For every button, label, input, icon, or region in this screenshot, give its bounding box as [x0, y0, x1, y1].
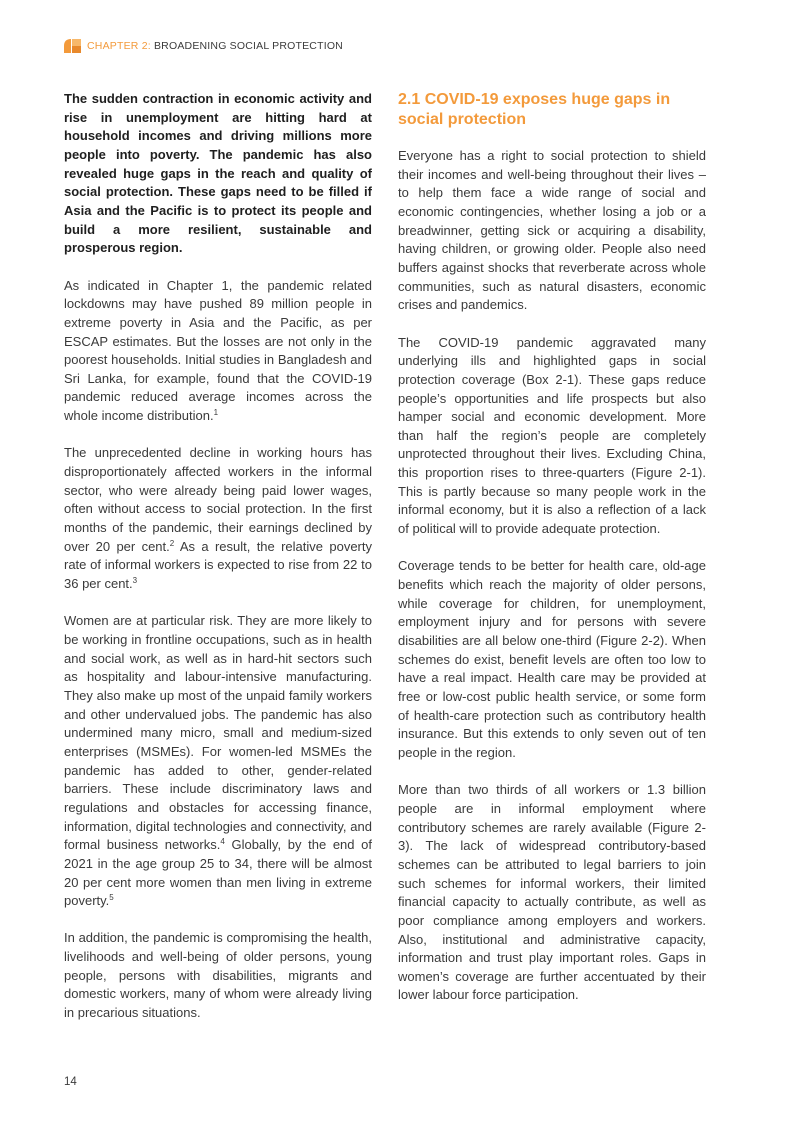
footnote-ref[interactable]: 5 [109, 893, 114, 903]
paragraph-text: As indicated in Chapter 1, the pandemic related lockdowns may have pushed 89 million people in extreme poverty in Asia and the Pacific, as per ESCAP estimates. But the losses are not only in the poorest households. Initial studies in Bangladesh and Sri Lanka, for example, found that the COVID-19 pandemic reduced average incomes across the whole income distribution. [64, 277, 372, 424]
paragraph [64, 612, 372, 911]
page-number: 14 [64, 1076, 77, 1088]
header-chapter: CHAPTER 2: [87, 40, 151, 52]
paragraph-text: Women are at particular risk. They are more likely to be working in frontline occupations, such as in health and social work, as well as in hard-hit sectors such as hospitality and labour-intensive manufacturing. They also make up most of the unpaid family workers and other undervalued jobs. The pandemic has also undermined many micro, small and medium-sized enterprises (MSMEs). For women-led MSMEs the pandemic has added to other, gender-related barriers. These include discriminatory laws and regulations and obstacles for accessing finance, information, digital technologies and connectivity, and formal business networks. [64, 613, 372, 853]
paragraph [64, 444, 372, 593]
paragraph: More than two thirds of all workers or 1.3 billion people are in informal employment where contributory schemes are rarely available (Figure 2-3). The lack of widespread contributory-based schemes can be attributed to legal barriers to join such schemes for informal workers, their limited financial capacity to actually contribute, as well as poor compliance among employers and workers. Also, institutional and administrative capacity, information and trust play important roles. Gaps in women’s coverage are further accentuated by their lower labour force participation. [398, 782, 706, 1003]
paragraph: Coverage tends to be better for health care, old-age benefits which reach the majority of older persons, while coverage for children, for unemployment, employment injury and for persons with severe disabilities are all below one-third (Figure 2-2). When schemes do exist, benefit levels are often too low to have a real impact. Health care may be provided at free or low-cost public health service, or some form of health-care protection such as contributory health insurance. But this extends to only seven out of ten people in the region. [398, 558, 706, 760]
paragraph-text: Globally, by the end of 2021 in the age group 25 to 34, there will be almost 20 per cent more women than men living in extreme poverty. [64, 837, 372, 909]
chapter-logo-icon [64, 39, 81, 53]
header-title: BROADENING SOCIAL PROTECTION [150, 40, 343, 52]
right-column [398, 90, 706, 1024]
section-heading: 2.1 COVID-19 exposes huge gaps in social protection [398, 91, 671, 128]
header-label [87, 38, 343, 54]
intro-paragraph: The sudden contraction in economic activity and rise in unemployment are hitting hard at household incomes and driving millions more people into poverty. The pandemic has also revealed huge gaps in the reach and quality of social protection. These gaps need to be filled if Asia and the Pacific is to protect its people and build a more resilient, sustainable and prosperous region. [64, 91, 372, 256]
paragraph: The COVID-19 pandemic aggravated many underlying ills and highlighted gaps in social protection coverage (Box 2-1). These gaps reduce people’s opportunities and life prospects but also hamper social and economic development. More than half the region’s people are completely unprotected throughout their lives. Excluding China, this proportion rises to three-quarters (Figure 2-1). This is partly because so many people work in the informal economy, but it is also a reflection of a lack of political will to provide adequate protection. [398, 334, 706, 537]
left-column [64, 90, 372, 1041]
paragraph: In addition, the pandemic is compromising the health, livelihoods and well-being of older persons, young people, persons with disabilities, migrants and domestic workers, many of whom were already living in precarious situations. [64, 930, 372, 1021]
footnote-ref[interactable]: 4 [220, 837, 225, 847]
paragraph-text: As a result, the relative poverty rate of informal workers is expected to rise from 22 to 36 per cent. [64, 538, 372, 592]
running-header [64, 38, 343, 54]
paragraph-text: The unprecedented decline in working hours has disproportionately affected workers in the informal sector, who were already being paid lower wages, often without access to social protection. In the first months of the pandemic, their earnings declined by over 20 per cent. [64, 445, 372, 554]
footnote-ref[interactable]: 1 [213, 408, 219, 418]
paragraph: Everyone has a right to social protection to shield their incomes and well-being throughout their lives – to help them face a wide range of social and economic contingencies, whether losing a job or a breadwinner, getting sick or acquiring a disability, having children, or growing older. People also need buffers against shocks that reverberate across whole communities, such as natural disasters, economic crises and pandemics. [398, 148, 706, 313]
footnote-ref[interactable]: 3 [132, 576, 138, 586]
footnote-ref[interactable]: 2 [169, 538, 175, 548]
paragraph [64, 277, 372, 426]
